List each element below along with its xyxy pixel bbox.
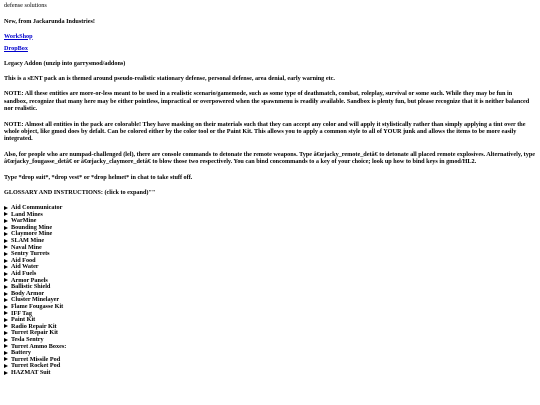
expand-triangle-icon (4, 318, 8, 322)
glossary-item[interactable] (4, 218, 536, 225)
glossary-item-label: Turret Rocket Pod (11, 362, 61, 370)
glossary-item[interactable] (4, 211, 536, 218)
glossary-item[interactable] (4, 330, 536, 337)
glossary-item-label: Armor Panels (11, 276, 48, 284)
glossary-item-label: HAZMAT Suit (11, 368, 51, 376)
expand-triangle-icon (4, 344, 8, 348)
glossary-item[interactable] (4, 336, 536, 343)
glossary-item[interactable] (4, 251, 536, 258)
expand-triangle-icon (4, 219, 8, 223)
dropbox-link[interactable]: DropBox (4, 45, 28, 53)
intro-text: This is a sENT pack an is themed around pseudo-realistic stationary defense, personal defense, area denial, early warning etc. (4, 75, 335, 83)
expand-triangle-icon (4, 357, 8, 361)
glossary-item[interactable] (4, 284, 536, 291)
glossary-item[interactable] (4, 317, 536, 324)
expand-triangle-icon (4, 292, 8, 296)
expand-triangle-icon (4, 272, 8, 276)
glossary-item-label: Aid Water (11, 263, 39, 271)
glossary-item[interactable] (4, 224, 536, 231)
expand-triangle-icon (4, 232, 8, 236)
glossary-item-label: Radio Repair Kit (11, 322, 57, 330)
glossary-item-label: Aid Food (11, 256, 36, 264)
glossary-item-label: Paint Kit (11, 316, 36, 324)
glossary-list (4, 205, 536, 376)
glossary-item[interactable] (4, 277, 536, 284)
glossary-item[interactable] (4, 237, 536, 244)
expand-triangle-icon (4, 371, 8, 375)
expand-triangle-icon (4, 364, 8, 368)
expand-triangle-icon (4, 338, 8, 342)
glossary-heading: GLOSSARY AND INSTRUCTIONS: (click to expand)"" (4, 189, 156, 197)
expand-triangle-icon (4, 278, 8, 282)
expand-triangle-icon (4, 226, 8, 230)
legacy-addon-text: Legacy Addon (unzip into garrysmod/addons) (4, 59, 126, 67)
expand-triangle-icon (4, 245, 8, 249)
glossary-item-label: Aid Fuels (11, 270, 37, 278)
glossary-item-label: Naval Mine (11, 243, 42, 251)
chat-commands-text: Type *drop suit*, *drop vest* or *drop helmet* in chat to take stuff off. (4, 173, 193, 181)
expand-triangle-icon (4, 305, 8, 309)
expand-triangle-icon (4, 239, 8, 243)
glossary-item[interactable] (4, 343, 536, 350)
glossary-item[interactable] (4, 363, 536, 370)
glossary-item-label: Flame Fougasse Kit (11, 303, 64, 310)
glossary-item-label: Sentry Turrets (11, 250, 50, 258)
glossary-item-label: Cluster Minelayer (11, 296, 60, 304)
glossary-item[interactable] (4, 231, 536, 238)
page-heading: defense solutions (4, 2, 47, 9)
expand-triangle-icon (4, 265, 8, 269)
expand-triangle-icon (4, 252, 8, 256)
glossary-item-label: Battery (11, 349, 31, 357)
numpad-text: Also, for people who are numpad-challenged (lel), there are console commands to detonate the remote weapons. Type â€œjacky_remote_detâ€ to detonate all placed remote explosives. Alternatively, type â€œjacky_fougasse_detâ€ or â€œjacky_claymore_detâ€ to blow those two respectively. You can bind concommands to a key of your choice; look up how to bind keys in gmod/HL2. (4, 150, 536, 166)
expand-triangle-icon (4, 331, 8, 335)
glossary-item-label: Body Armor (11, 289, 45, 297)
glossary-item-label: Bounding Mine (11, 223, 53, 231)
glossary-item-label: Ballistic Shield (11, 283, 51, 291)
glossary-item[interactable] (4, 290, 536, 297)
glossary-item[interactable] (4, 303, 536, 310)
page-content (4, 0, 536, 376)
glossary-item[interactable] (4, 369, 536, 376)
expand-triangle-icon (4, 324, 8, 328)
glossary-item[interactable] (4, 310, 536, 317)
expand-triangle-icon (4, 351, 8, 355)
glossary-item[interactable] (4, 264, 536, 271)
glossary-item[interactable] (4, 356, 536, 363)
glossary-item[interactable] (4, 257, 536, 264)
expand-triangle-icon (4, 285, 8, 289)
announcement: New, from Jackarunda Industries! (4, 18, 95, 26)
glossary-item[interactable] (4, 270, 536, 277)
glossary-item-label: Turret Repair Kit (11, 329, 58, 337)
glossary-item[interactable] (4, 297, 536, 304)
glossary-item-label: Aid Communicator (11, 204, 63, 212)
glossary-item-label: IFF Tag (11, 309, 32, 317)
glossary-item-label: Claymore Mine (11, 230, 53, 238)
glossary-item-label: Tesla Sentry (11, 335, 44, 343)
workshop-link[interactable]: WorkShop (4, 32, 33, 40)
glossary-item[interactable] (4, 350, 536, 357)
glossary-item-label: Turret Missile Pod (11, 355, 61, 363)
expand-triangle-icon (4, 212, 8, 216)
expand-triangle-icon (4, 298, 8, 302)
glossary-item[interactable] (4, 244, 536, 251)
expand-triangle-icon (4, 206, 8, 210)
glossary-item-label: SLAM Mine (11, 237, 45, 245)
glossary-item-label: WarMine (11, 217, 37, 225)
glossary-item[interactable] (4, 323, 536, 330)
note-realism: NOTE: All these entities are more-or-less meant to be used in a realistic scenario/gamemode, such as some type of deathmatch, combat, roleplay, survival or some such. While they may be fun in sandbox, recognize that many here may be either pointless, impractical or overpowered when the spawnmenu is readily available. Sandbox is plenty fun, but please recognize that it is neither balanced nor realistic. (4, 90, 530, 113)
note-colorable: NOTE: Almost all entities in the pack are colorable! They have masking on their materials such that they can accept any color and will apply it stylistically rather than simply applying a tint over the whole object, like gmod does by defalt. Can be colored either by the color tool or the Paint Kit. This allows you to apply a common style to all of YOUR junk and allows the items to be more easily integrated. (4, 120, 526, 143)
expand-triangle-icon (4, 259, 8, 263)
glossary-item-label: Turret Ammo Boxes: (11, 342, 67, 350)
expand-triangle-icon (4, 311, 8, 315)
glossary-item-label: Land Mines (11, 210, 43, 218)
glossary-item[interactable] (4, 205, 536, 212)
